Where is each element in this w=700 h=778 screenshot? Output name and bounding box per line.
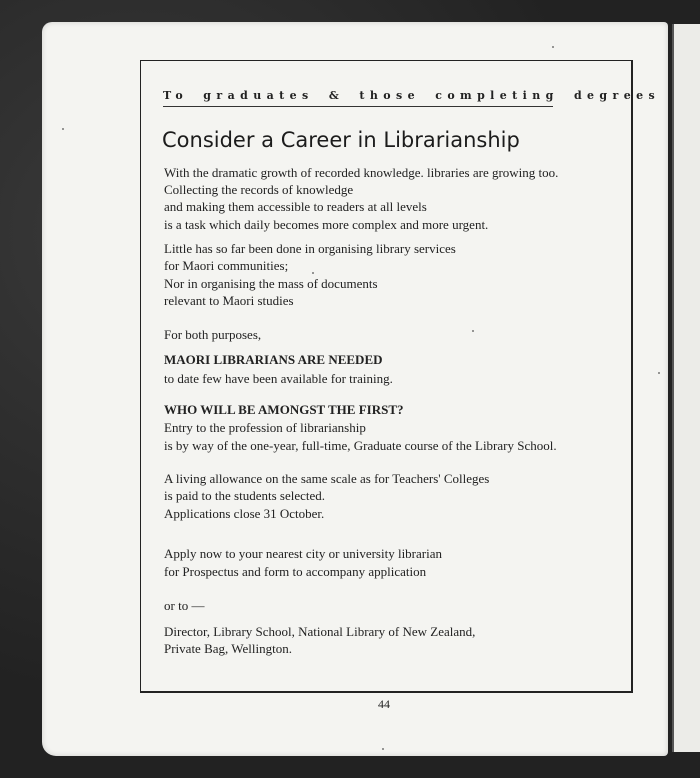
body-line: A living allowance on the same scale as for Teachers' Colleges <box>164 471 490 486</box>
body-line: relevant to Maori studies <box>164 293 294 308</box>
scan-speck <box>312 272 314 274</box>
body-line: Apply now to your nearest city or university librarian <box>164 546 442 561</box>
body-line: is a task which daily becomes more complex and more urgent. <box>164 217 489 232</box>
body-line: Little has so far been done in organising library services <box>164 241 456 256</box>
body-line: for Maori communities; <box>164 258 289 273</box>
scan-speck <box>658 372 660 374</box>
body-line: and making them accessible to readers at all levels <box>164 199 427 214</box>
body-line: or to — <box>164 598 205 613</box>
body-line: Applications close 31 October. <box>164 506 325 521</box>
kicker-underline <box>163 106 553 107</box>
body-line: for Prospectus and form to accompany application <box>164 564 427 579</box>
scan-speck <box>552 46 554 48</box>
body-line: Nor in organising the mass of documents <box>164 276 378 291</box>
body-line: Entry to the profession of librarianship <box>164 420 366 435</box>
body-line: Director, Library School, National Library of New Zealand, <box>164 624 476 639</box>
body-line: Private Bag, Wellington. <box>164 641 292 656</box>
body-line: to date few have been available for training. <box>164 371 393 386</box>
body-line: Collecting the records of knowledge <box>164 182 354 197</box>
body-line: is by way of the one-year, full-time, Graduate course of the Library School. <box>164 438 557 453</box>
scan-speck <box>62 128 64 130</box>
scan-speck <box>472 330 474 332</box>
body-line: is paid to the students selected. <box>164 488 326 503</box>
body-line: With the dramatic growth of recorded knowledge. libraries are growing too. <box>164 165 559 180</box>
page-number: 44 <box>378 697 390 711</box>
section-heading: WHO WILL BE AMONGST THE FIRST? <box>164 402 404 417</box>
headline: Consider a Career in Librarianship <box>162 128 520 152</box>
section-heading: MAORI LIBRARIANS ARE NEEDED <box>164 352 383 367</box>
body-line: For both purposes, <box>164 327 262 342</box>
scan-speck <box>382 748 384 750</box>
facing-page-edge <box>672 24 700 752</box>
kicker-line: To graduates & those completing degrees <box>163 89 661 102</box>
